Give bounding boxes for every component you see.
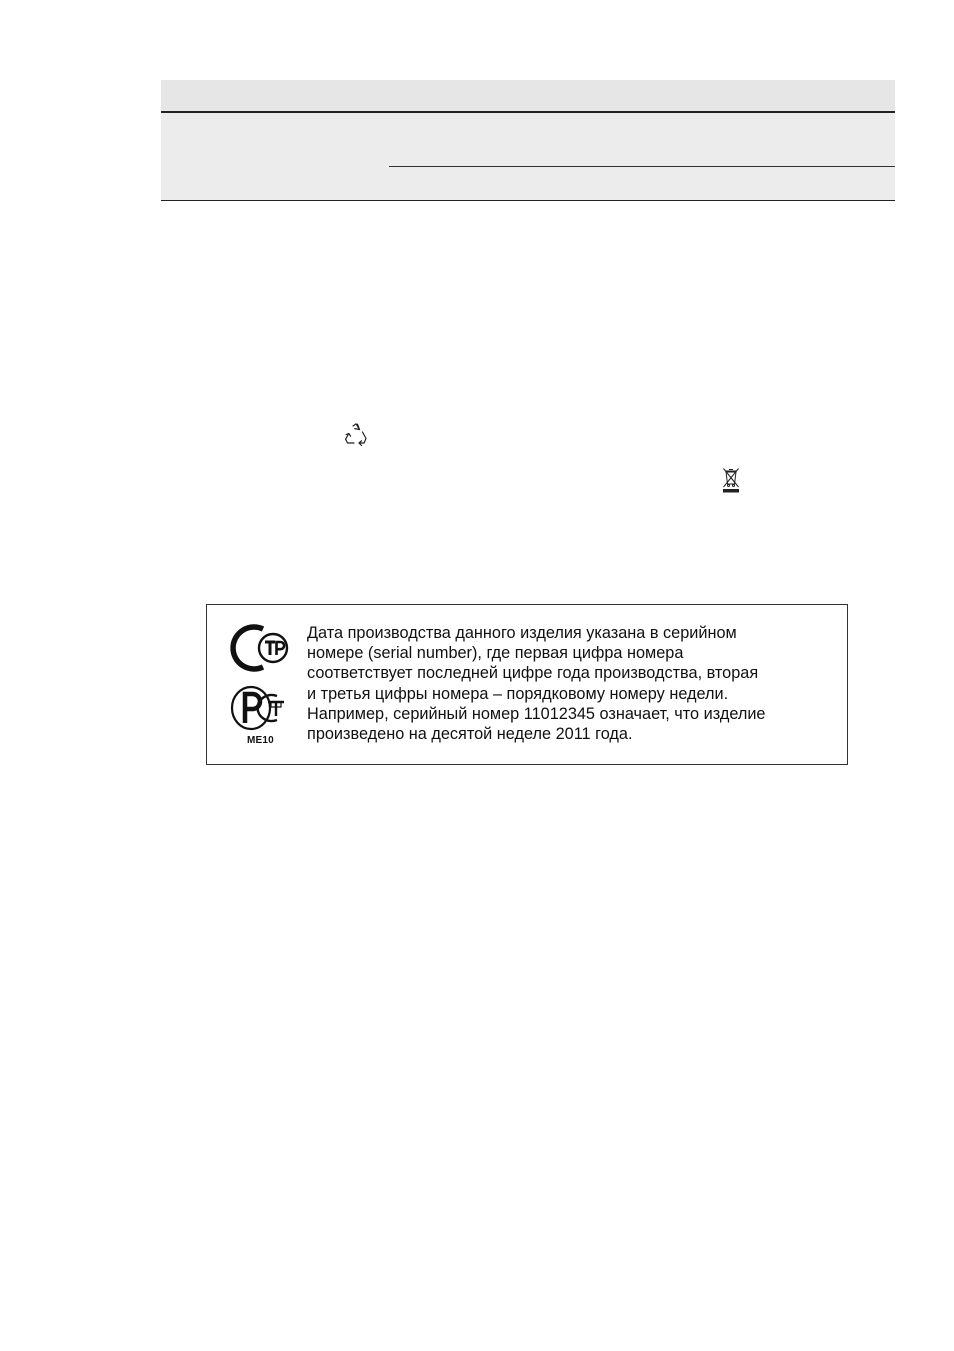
note-line: номере (serial number), где первая цифра номера <box>307 644 684 663</box>
certification-box <box>206 604 848 765</box>
certification-code: ME10 <box>247 735 274 746</box>
recycle-icon <box>342 422 370 450</box>
note-line: произведено на десятой неделе 2011 года. <box>307 725 633 744</box>
note-line: Например, серийный номер 11012345 означает, что изделие <box>307 704 766 723</box>
pct-mark-icon <box>229 683 295 733</box>
certification-logos <box>229 621 295 751</box>
table-header-divider <box>389 166 895 167</box>
table-header-subrow <box>161 113 895 201</box>
eac-ctp-mark-icon <box>229 621 295 675</box>
note-line: Дата производства данного изделия указана в серийном <box>307 624 737 642</box>
crossed-bin-icon <box>720 466 742 494</box>
note-line: соответствует последней цифре года производства, вторая <box>307 664 759 683</box>
note-line: и третья цифры номера – порядковому номеру недели. <box>307 684 729 703</box>
serial-number-note <box>307 623 837 744</box>
table-header-band <box>161 80 895 113</box>
